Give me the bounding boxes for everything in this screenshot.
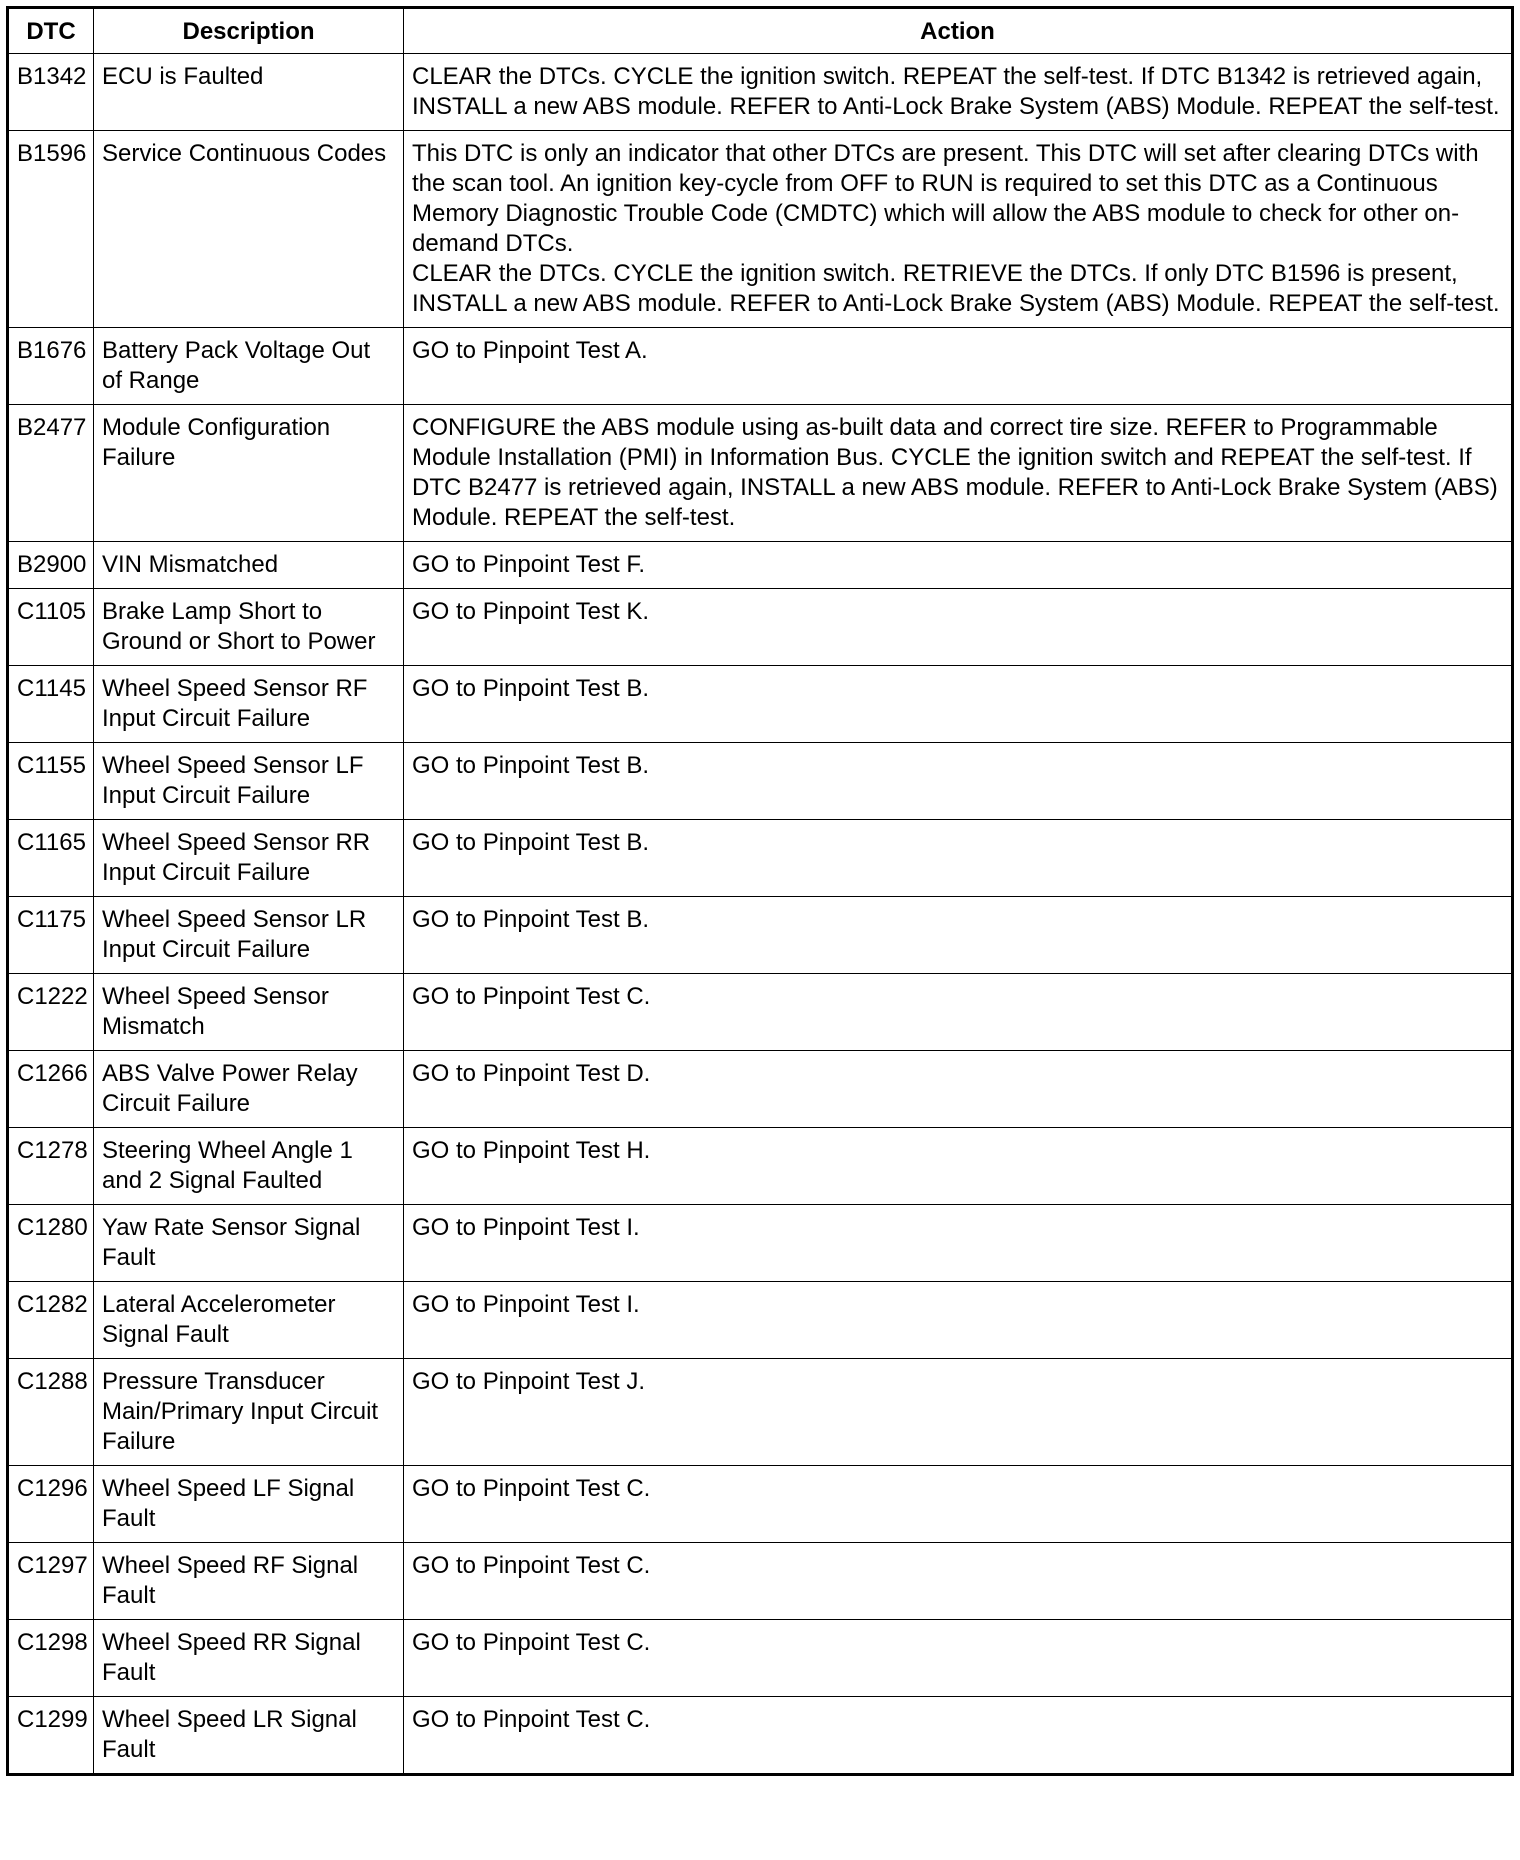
dtc-code-cell: C1278 [8,1128,94,1205]
action-paragraph: This DTC is only an indicator that other DTCs are present. This DTC will set after clearing DTCs with the scan tool. An ignition key-cycle from OFF to RUN is required to set this DTC as a Continuous Memory Diagnostic Trouble Code (CMDTC) which will allow the ABS module to check for other on-demand DTCs. [412,140,1479,257]
dtc-code-cell: C1298 [8,1620,94,1697]
dtc-code-cell: C1165 [8,820,94,897]
table-row [8,1205,1513,1282]
table-row [8,974,1513,1051]
dtc-description-cell: Wheel Speed Sensor LF Input Circuit Failure [94,743,404,820]
dtc-table [6,6,1514,1776]
dtc-code-cell: C1299 [8,1697,94,1775]
table-row [8,131,1513,328]
dtc-action-cell [404,405,1513,542]
dtc-action-cell [404,743,1513,820]
dtc-code-cell: C1105 [8,589,94,666]
dtc-action-cell [404,1620,1513,1697]
dtc-action-cell [404,542,1513,589]
action-paragraph: GO to Pinpoint Test B. [412,675,650,702]
dtc-description-cell: Module Configuration Failure [94,405,404,542]
header-row [8,8,1513,54]
action-paragraph: GO to Pinpoint Test I. [412,1291,640,1318]
table-header [8,8,1513,54]
dtc-action-cell [404,131,1513,328]
dtc-action-cell [404,666,1513,743]
header-action: Action [404,8,1513,54]
dtc-description-cell: Pressure Transducer Main/Primary Input Circuit Failure [94,1359,404,1466]
header-description: Description [94,8,404,54]
dtc-code-cell: C1155 [8,743,94,820]
dtc-code-cell: B2900 [8,542,94,589]
dtc-code-cell: C1282 [8,1282,94,1359]
dtc-action-cell [404,1282,1513,1359]
table-row [8,820,1513,897]
dtc-action-cell [404,1697,1513,1775]
dtc-description-cell: Yaw Rate Sensor Signal Fault [94,1205,404,1282]
table-row [8,328,1513,405]
dtc-code-cell: C1175 [8,897,94,974]
dtc-code-cell: B1596 [8,131,94,328]
dtc-code-cell: C1222 [8,974,94,1051]
header-dtc: DTC [8,8,94,54]
dtc-action-cell [404,1466,1513,1543]
table-row [8,1697,1513,1775]
table-row [8,1466,1513,1543]
dtc-code-cell: C1288 [8,1359,94,1466]
dtc-code-cell: B2477 [8,405,94,542]
action-paragraph: GO to Pinpoint Test B. [412,906,650,933]
dtc-code-cell: C1266 [8,1051,94,1128]
dtc-action-cell [404,897,1513,974]
dtc-action-cell [404,1359,1513,1466]
dtc-description-cell: Wheel Speed Sensor LR Input Circuit Failure [94,897,404,974]
action-paragraph: GO to Pinpoint Test B. [412,752,650,779]
dtc-description-cell: Wheel Speed Sensor Mismatch [94,974,404,1051]
dtc-action-cell [404,1128,1513,1205]
dtc-code-cell: C1296 [8,1466,94,1543]
dtc-description-cell: Wheel Speed Sensor RF Input Circuit Failure [94,666,404,743]
dtc-description-cell: Wheel Speed RF Signal Fault [94,1543,404,1620]
action-paragraph: GO to Pinpoint Test A. [412,337,648,364]
table-row [8,1128,1513,1205]
table-row [8,54,1513,131]
dtc-description-cell: Wheel Speed LR Signal Fault [94,1697,404,1775]
dtc-code-cell: B1342 [8,54,94,131]
table-row [8,542,1513,589]
action-paragraph: GO to Pinpoint Test B. [412,829,650,856]
dtc-description-cell: Steering Wheel Angle 1 and 2 Signal Faulted [94,1128,404,1205]
dtc-description-cell: Lateral Accelerometer Signal Fault [94,1282,404,1359]
dtc-description-cell: Brake Lamp Short to Ground or Short to Power [94,589,404,666]
dtc-description-cell: Service Continuous Codes [94,131,404,328]
dtc-action-cell [404,54,1513,131]
table-row [8,743,1513,820]
table-row [8,589,1513,666]
action-paragraph: GO to Pinpoint Test C. [412,1706,651,1733]
action-paragraph: GO to Pinpoint Test D. [412,1060,651,1087]
dtc-description-cell: ABS Valve Power Relay Circuit Failure [94,1051,404,1128]
table-row [8,405,1513,542]
table-row [8,1282,1513,1359]
table-row [8,1359,1513,1466]
dtc-action-cell [404,589,1513,666]
dtc-code-cell: B1676 [8,328,94,405]
action-paragraph: GO to Pinpoint Test C. [412,1552,651,1579]
dtc-action-cell [404,820,1513,897]
dtc-code-cell: C1297 [8,1543,94,1620]
dtc-description-cell: Wheel Speed RR Signal Fault [94,1620,404,1697]
action-paragraph: GO to Pinpoint Test C. [412,983,651,1010]
dtc-action-cell [404,1543,1513,1620]
table-row [8,897,1513,974]
action-paragraph: GO to Pinpoint Test J. [412,1368,646,1395]
dtc-code-cell: C1145 [8,666,94,743]
action-paragraph: CONFIGURE the ABS module using as-built data and correct tire size. REFER to Programmable Module Installation (PMI) in Information Bus. CYCLE the ignition switch and REPEAT the self-test. If DTC B2477 is retrieved again, INSTALL a new ABS module. REFER to Anti-Lock Brake System (ABS) Module. REPEAT the self-test. [412,414,1498,531]
dtc-description-cell: Battery Pack Voltage Out of Range [94,328,404,405]
dtc-description-cell: VIN Mismatched [94,542,404,589]
table-row [8,1543,1513,1620]
action-paragraph: GO to Pinpoint Test I. [412,1214,640,1241]
dtc-action-cell [404,1051,1513,1128]
dtc-code-cell: C1280 [8,1205,94,1282]
table-row [8,1051,1513,1128]
action-paragraph: GO to Pinpoint Test K. [412,598,650,625]
dtc-description-cell: Wheel Speed Sensor RR Input Circuit Failure [94,820,404,897]
table-body [8,54,1513,1775]
table-row [8,666,1513,743]
dtc-description-cell: Wheel Speed LF Signal Fault [94,1466,404,1543]
dtc-action-cell [404,328,1513,405]
action-paragraph: GO to Pinpoint Test F. [412,551,646,578]
dtc-action-cell [404,974,1513,1051]
dtc-action-cell [404,1205,1513,1282]
action-paragraph: CLEAR the DTCs. CYCLE the ignition switch. RETRIEVE the DTCs. If only DTC B1596 is present, INSTALL a new ABS module. REFER to Anti-Lock Brake System (ABS) Module. REPEAT the self-test. [412,260,1500,317]
action-paragraph: GO to Pinpoint Test C. [412,1475,651,1502]
table-row [8,1620,1513,1697]
action-paragraph: CLEAR the DTCs. CYCLE the ignition switch. REPEAT the self-test. If DTC B1342 is retrieved again, INSTALL a new ABS module. REFER to Anti-Lock Brake System (ABS) Module. REPEAT the self-test. [412,63,1500,120]
dtc-description-cell: ECU is Faulted [94,54,404,131]
action-paragraph: GO to Pinpoint Test H. [412,1137,651,1164]
action-paragraph: GO to Pinpoint Test C. [412,1629,651,1656]
